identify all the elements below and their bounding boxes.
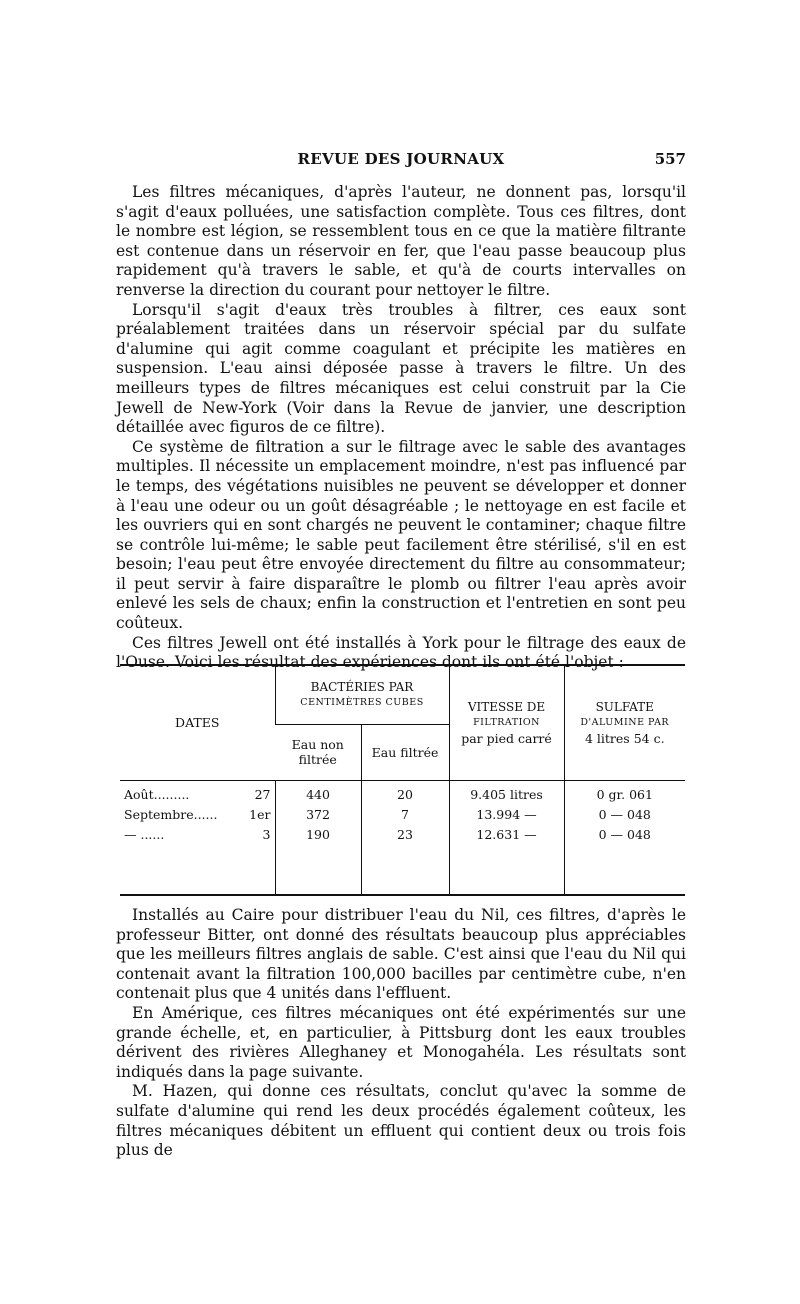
paragraph: Les filtres mécaniques, d'après l'auteur, ne donnent pas, lorsqu'il s'agit d'eaux polluées, une satisfaction complète. Tous ces filtres, dont le nombre est légion, se ressemblent tous en ce que la matière filtrante est contenue dans un réservoir en fer, que l'eau passe beaucoup plus rapidement qu'à travers le sable, et qu'à de courts intervalles on renverse la direction du courant pour nettoyer le filtre. bbox=[116, 183, 686, 299]
cell-speed: 12.631 — bbox=[449, 825, 564, 845]
header-dates: DATES bbox=[175, 715, 220, 731]
cell-day: 3 bbox=[262, 827, 271, 842]
cell-speed: 13.994 — bbox=[449, 805, 564, 825]
cell-raw: 190 bbox=[275, 825, 361, 845]
cell-month: Août......... bbox=[124, 787, 190, 802]
page-number: 557 bbox=[654, 150, 686, 168]
table-row bbox=[120, 825, 685, 845]
paragraph: Lorsqu'il s'agit d'eaux très troubles à filtrer, ces eaux sont préalablement traitées dans un réservoir spécial par du sulfate d'alumine qui agit comme coagulant et précipite les matières en suspension. L'eau ainsi déposée passe à travers le filtre. Un des meilleurs types de filtres mécaniques est celui construit par la Cie Jewell de New-York (Voir dans la Revue de janvier, une description détaillée avec figuros de ce filtre). bbox=[116, 300, 686, 437]
header-sulfate-unit: 4 litres 54 c. bbox=[584, 730, 665, 746]
header-speed-title: VITESSE DE bbox=[467, 699, 546, 714]
cell-filtered: 7 bbox=[361, 805, 449, 825]
results-table bbox=[120, 664, 685, 896]
header-sulfate-title: SULFATE bbox=[595, 699, 654, 714]
paragraph: Installés au Caire pour distribuer l'eau du Nil, ces filtres, d'après le professeur Bitter, ont donné des résultats beaucoup plus appréciables que les meilleurs filtres anglais de sable. C'est ainsi que l'eau du Nil qui contenait avant la filtration 100,000 bacilles par centimètre cube, n'en contenait plus que 4 unités dans l'effluent. bbox=[116, 906, 686, 1003]
cell-raw: 372 bbox=[275, 805, 361, 825]
paragraph: M. Hazen, qui donne ces résultats, conclut qu'avec la somme de sulfate d'alumine qui rend les deux procédés également coûteux, les filtres mécaniques débitent un effluent qui contient deux ou trois fois plus de bbox=[116, 1082, 686, 1160]
cell-sulfate: 0 — 048 bbox=[564, 825, 685, 845]
header-speed-subtitle: FILTRATION bbox=[473, 716, 540, 728]
running-title: REVUE DES JOURNAUX bbox=[297, 150, 505, 168]
cell-month: — ...... bbox=[124, 827, 165, 842]
table-row bbox=[120, 785, 685, 805]
text-block-after-table bbox=[116, 906, 686, 1161]
page-header bbox=[116, 150, 686, 172]
cell-raw: 440 bbox=[275, 785, 361, 805]
paragraph: Ce système de filtration a sur le filtrage avec le sable des avantages multiples. Il nécessite un emplacement moindre, n'est pas influencé par le temps, des végétations nuisibles ne peuvent se développer et donner à l'eau une odeur ou un goût désagréable ; le nettoyage en est facile et les ouvriers qui en sont chargés ne peuvent le contaminer; chaque filtre se contrôle lui-même; le sable peut facilement être stérilisé, s'il en est besoin; l'eau peut être envoyée directement du filtre au consommateur; il peut servir à faire disparaître le plomb ou filtrer l'eau après avoir enlevé les sels de chaux; enfin la construction et l'entretien en sont peu coûteux. bbox=[116, 437, 686, 633]
header-bacteria bbox=[275, 666, 449, 724]
cell-filtered: 23 bbox=[361, 825, 449, 845]
cell-sulfate: 0 — 048 bbox=[564, 805, 685, 825]
header-raw-water: Eau non filtrée bbox=[275, 724, 361, 780]
cell-day: 27 bbox=[254, 787, 271, 802]
cell-date bbox=[120, 785, 275, 805]
cell-day: 1er bbox=[249, 807, 271, 822]
cell-filtered: 20 bbox=[361, 785, 449, 805]
cell-date bbox=[120, 805, 275, 825]
header-filtered-water: Eau filtrée bbox=[361, 724, 449, 780]
header-speed-unit: par pied carré bbox=[461, 730, 552, 746]
header-sulfate bbox=[564, 666, 685, 780]
header-bacteria-subtitle: CENTIMÈTRES CUBES bbox=[300, 696, 424, 708]
cell-speed: 9.405 litres bbox=[449, 785, 564, 805]
header-sulfate-subtitle: D'ALUMINE PAR bbox=[580, 716, 670, 728]
header-bacteria-title: BACTÉRIES PAR bbox=[310, 679, 414, 694]
cell-sulfate: 0 gr. 061 bbox=[564, 785, 685, 805]
table-row bbox=[120, 805, 685, 825]
paragraph: Ces filtres Jewell ont été installés à York pour le filtrage des eaux de l'Ouse. Voici les résultat des expériences dont ils ont été l'objet : bbox=[116, 633, 686, 672]
cell-month: Septembre...... bbox=[124, 807, 218, 822]
paragraph: En Amérique, ces filtres mécaniques ont été expérimentés sur une grande échelle, et, en particulier, à Pittsburg dont les eaux troubles dérivent des rivières Alleghaney et Monogahéla. Les résultats sont indiqués dans la page suivante. bbox=[116, 1003, 686, 1081]
text-block-before-table bbox=[116, 183, 686, 673]
header-speed bbox=[449, 666, 564, 780]
cell-date bbox=[120, 825, 275, 845]
